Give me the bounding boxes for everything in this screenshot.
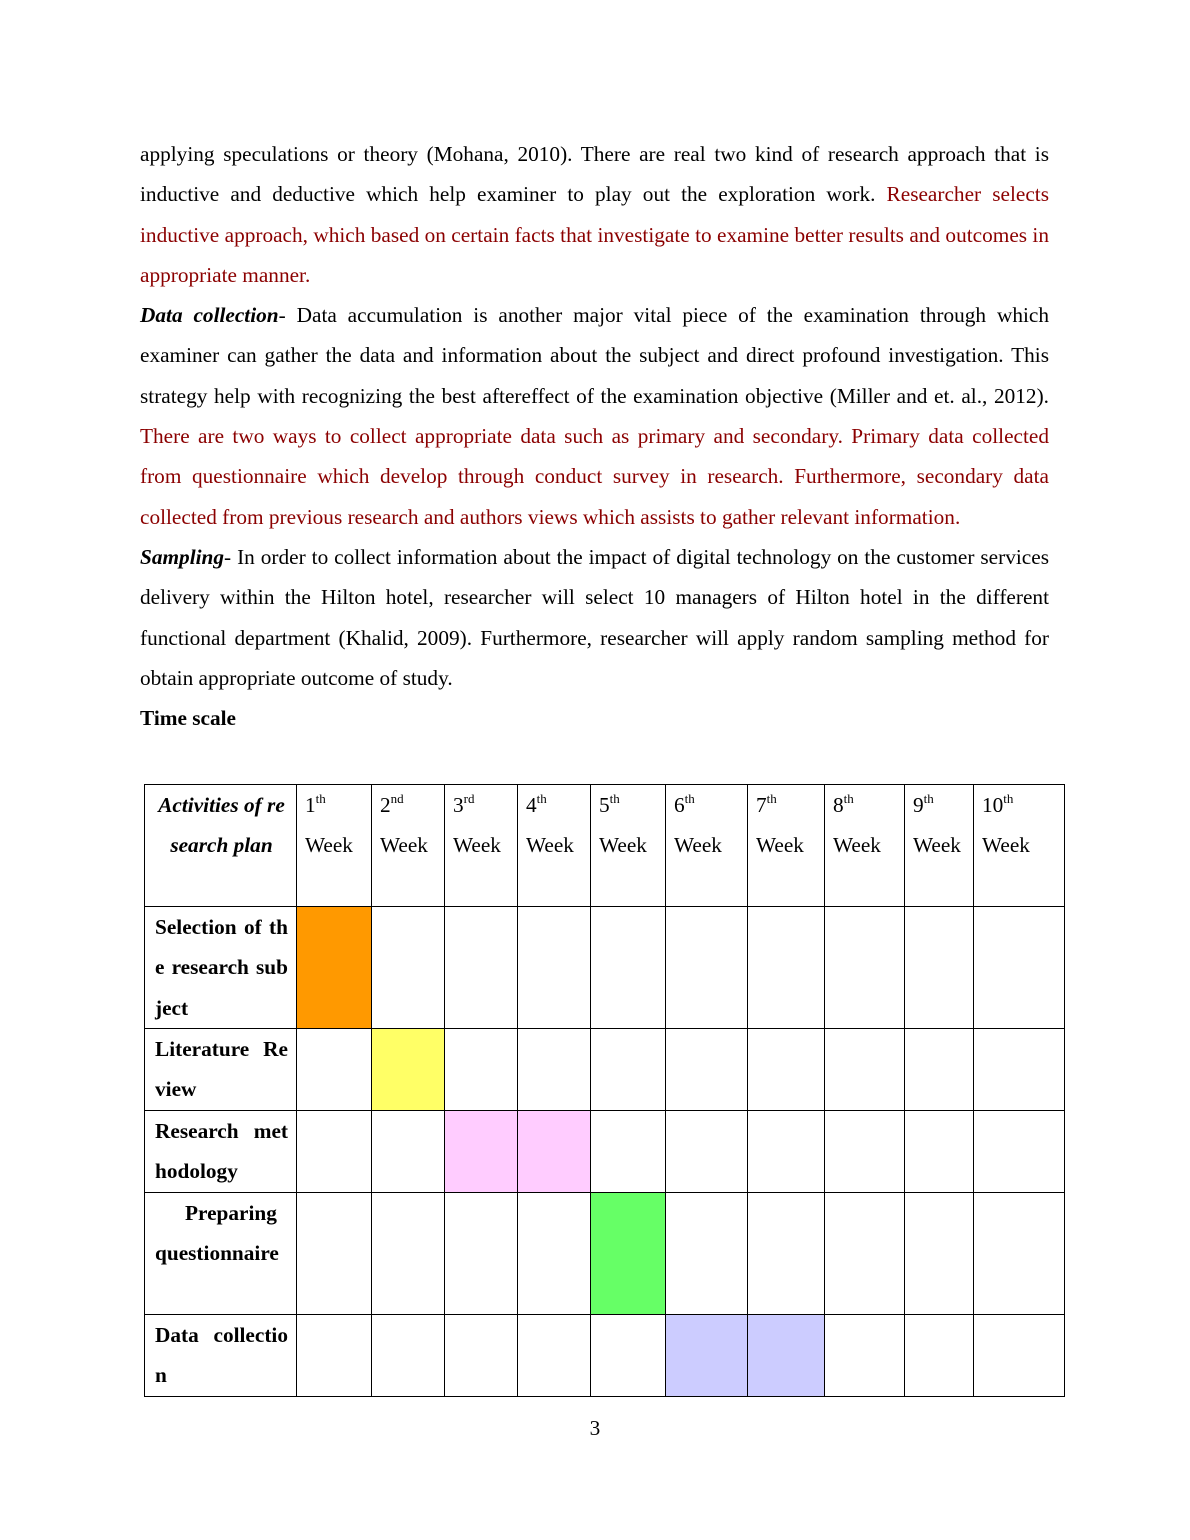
empty-week-cell <box>974 1111 1065 1193</box>
week-word: Week <box>380 833 428 858</box>
activity-label: Selection of the research subject <box>145 907 297 1029</box>
week-word: Week <box>674 833 722 858</box>
week-word: Week <box>756 833 804 858</box>
week-number: 3 <box>453 793 464 817</box>
week-header <box>825 785 905 907</box>
scheduled-week-cell <box>748 1315 825 1397</box>
paragraph-data-collection <box>140 295 1049 537</box>
week-number: 6 <box>674 793 685 817</box>
table-header-row <box>145 785 1065 907</box>
empty-week-cell <box>825 1029 905 1111</box>
empty-week-cell <box>591 1111 666 1193</box>
week-word: Week <box>982 833 1030 858</box>
empty-week-cell <box>974 1029 1065 1111</box>
empty-week-cell <box>591 1315 666 1397</box>
empty-week-cell <box>518 1315 591 1397</box>
empty-week-cell <box>666 1111 748 1193</box>
empty-week-cell <box>445 1193 518 1315</box>
week-ordinal-suffix: th <box>1003 791 1014 806</box>
empty-week-cell <box>297 1111 372 1193</box>
empty-week-cell <box>445 1315 518 1397</box>
paragraph-sampling <box>140 537 1049 698</box>
week-number: 8 <box>833 793 844 817</box>
week-number: 7 <box>756 793 767 817</box>
week-header <box>445 785 518 907</box>
week-ordinal-suffix: th <box>315 791 326 806</box>
empty-week-cell <box>974 1193 1065 1315</box>
paragraph-text: In order to collect information about the impact of digital technology on the customer services delivery within the Hilton hotel, researcher will select 10 managers of Hilton hotel in the different functional department (Khalid, 2009). Furthermore, researcher will apply random sampling method for obtain appropriate outcome of study. <box>140 544 1049 690</box>
week-ordinal-suffix: th <box>843 791 854 806</box>
week-header <box>297 785 372 907</box>
week-ordinal-suffix: th <box>684 791 695 806</box>
label-dash: - <box>224 544 238 569</box>
empty-week-cell <box>905 907 974 1029</box>
empty-week-cell <box>905 1193 974 1315</box>
paragraph-label: Data collection <box>140 303 279 328</box>
highlighted-text: There are two ways to collect appropriate data such as primary and secondary. Primary data collected from questionnaire which develop through conduct survey in research. Furthermore, secondary data collected from previous research and authors views which assists to gather relevant information. <box>140 424 1049 529</box>
empty-week-cell <box>297 1315 372 1397</box>
empty-week-cell <box>825 1193 905 1315</box>
activities-header: Activities of research plan <box>145 785 297 907</box>
activity-row <box>145 907 1065 1029</box>
empty-week-cell <box>445 1029 518 1111</box>
empty-week-cell <box>748 1193 825 1315</box>
week-header <box>518 785 591 907</box>
empty-week-cell <box>974 1315 1065 1397</box>
paragraph-text: Data accumulation is another major vital piece of the examination through which examiner can gather the data and information about the subject and direct profound investigation. This strategy help with recognizing the best aftereffect of the examination objective (Miller and et. al., 2012). <box>140 303 1049 408</box>
scheduled-week-cell <box>591 1193 666 1315</box>
paragraph-research-approach <box>140 134 1049 295</box>
empty-week-cell <box>518 907 591 1029</box>
activity-row <box>145 1315 1065 1397</box>
empty-week-cell <box>905 1029 974 1111</box>
week-ordinal-suffix: th <box>923 791 934 806</box>
week-ordinal-suffix: th <box>609 791 620 806</box>
highlighted-text: Researcher selects inductive approach, which based on certain facts that investigate to examine better results and outcomes in appropriate manner. <box>140 182 1049 287</box>
empty-week-cell <box>905 1111 974 1193</box>
activity-row <box>145 1029 1065 1111</box>
week-number: 10 <box>982 793 1004 817</box>
week-word: Week <box>526 833 574 858</box>
paragraph-label: Sampling <box>140 544 225 569</box>
week-word: Week <box>305 833 353 858</box>
empty-week-cell <box>591 1029 666 1111</box>
week-header <box>905 785 974 907</box>
week-number: 4 <box>526 793 537 817</box>
empty-week-cell <box>297 1193 372 1315</box>
empty-week-cell <box>666 907 748 1029</box>
empty-week-cell <box>372 1315 445 1397</box>
empty-week-cell <box>666 1193 748 1315</box>
week-number: 9 <box>913 793 924 817</box>
empty-week-cell <box>372 907 445 1029</box>
activity-row <box>145 1193 1065 1315</box>
scheduled-week-cell <box>372 1029 445 1111</box>
empty-week-cell <box>518 1193 591 1315</box>
scheduled-week-cell <box>297 907 372 1029</box>
week-word: Week <box>913 833 961 858</box>
empty-week-cell <box>748 1029 825 1111</box>
week-ordinal-suffix: th <box>766 791 777 806</box>
week-ordinal-suffix: th <box>536 791 547 806</box>
empty-week-cell <box>591 907 666 1029</box>
week-ordinal-suffix: nd <box>390 791 404 806</box>
empty-week-cell <box>825 1315 905 1397</box>
week-word: Week <box>599 833 647 858</box>
time-scale-table <box>144 784 1065 1397</box>
week-ordinal-suffix: rd <box>463 791 475 806</box>
week-number: 5 <box>599 793 610 817</box>
paragraph-text: applying speculations or theory (Mohana, 2010). There are real two kind of research approach that is inductive and deductive which help examiner to play out the exploration work. <box>140 142 1049 207</box>
scheduled-week-cell <box>445 1111 518 1193</box>
activity-label: Preparing questionnaire <box>145 1193 297 1315</box>
empty-week-cell <box>372 1193 445 1315</box>
week-header <box>974 785 1065 907</box>
empty-week-cell <box>666 1029 748 1111</box>
body-text <box>140 134 1049 738</box>
page-number: 3 <box>589 1416 601 1440</box>
week-header <box>748 785 825 907</box>
label-dash: - <box>278 303 297 328</box>
scheduled-week-cell <box>518 1111 591 1193</box>
empty-week-cell <box>445 907 518 1029</box>
activity-label: Data collection <box>145 1315 297 1397</box>
empty-week-cell <box>825 907 905 1029</box>
empty-week-cell <box>518 1029 591 1111</box>
week-header <box>372 785 445 907</box>
empty-week-cell <box>905 1315 974 1397</box>
activity-row <box>145 1111 1065 1193</box>
empty-week-cell <box>297 1029 372 1111</box>
week-header <box>591 785 666 907</box>
week-word: Week <box>453 833 501 858</box>
empty-week-cell <box>825 1111 905 1193</box>
empty-week-cell <box>372 1111 445 1193</box>
empty-week-cell <box>748 907 825 1029</box>
week-word: Week <box>833 833 881 858</box>
week-header <box>666 785 748 907</box>
week-number: 1 <box>305 793 316 817</box>
empty-week-cell <box>748 1111 825 1193</box>
activity-label: Literature Review <box>145 1029 297 1111</box>
scheduled-week-cell <box>666 1315 748 1397</box>
week-number: 2 <box>380 793 391 817</box>
empty-week-cell <box>974 907 1065 1029</box>
activity-label: Research methodology <box>145 1111 297 1193</box>
time-scale-heading: Time scale <box>140 706 237 731</box>
